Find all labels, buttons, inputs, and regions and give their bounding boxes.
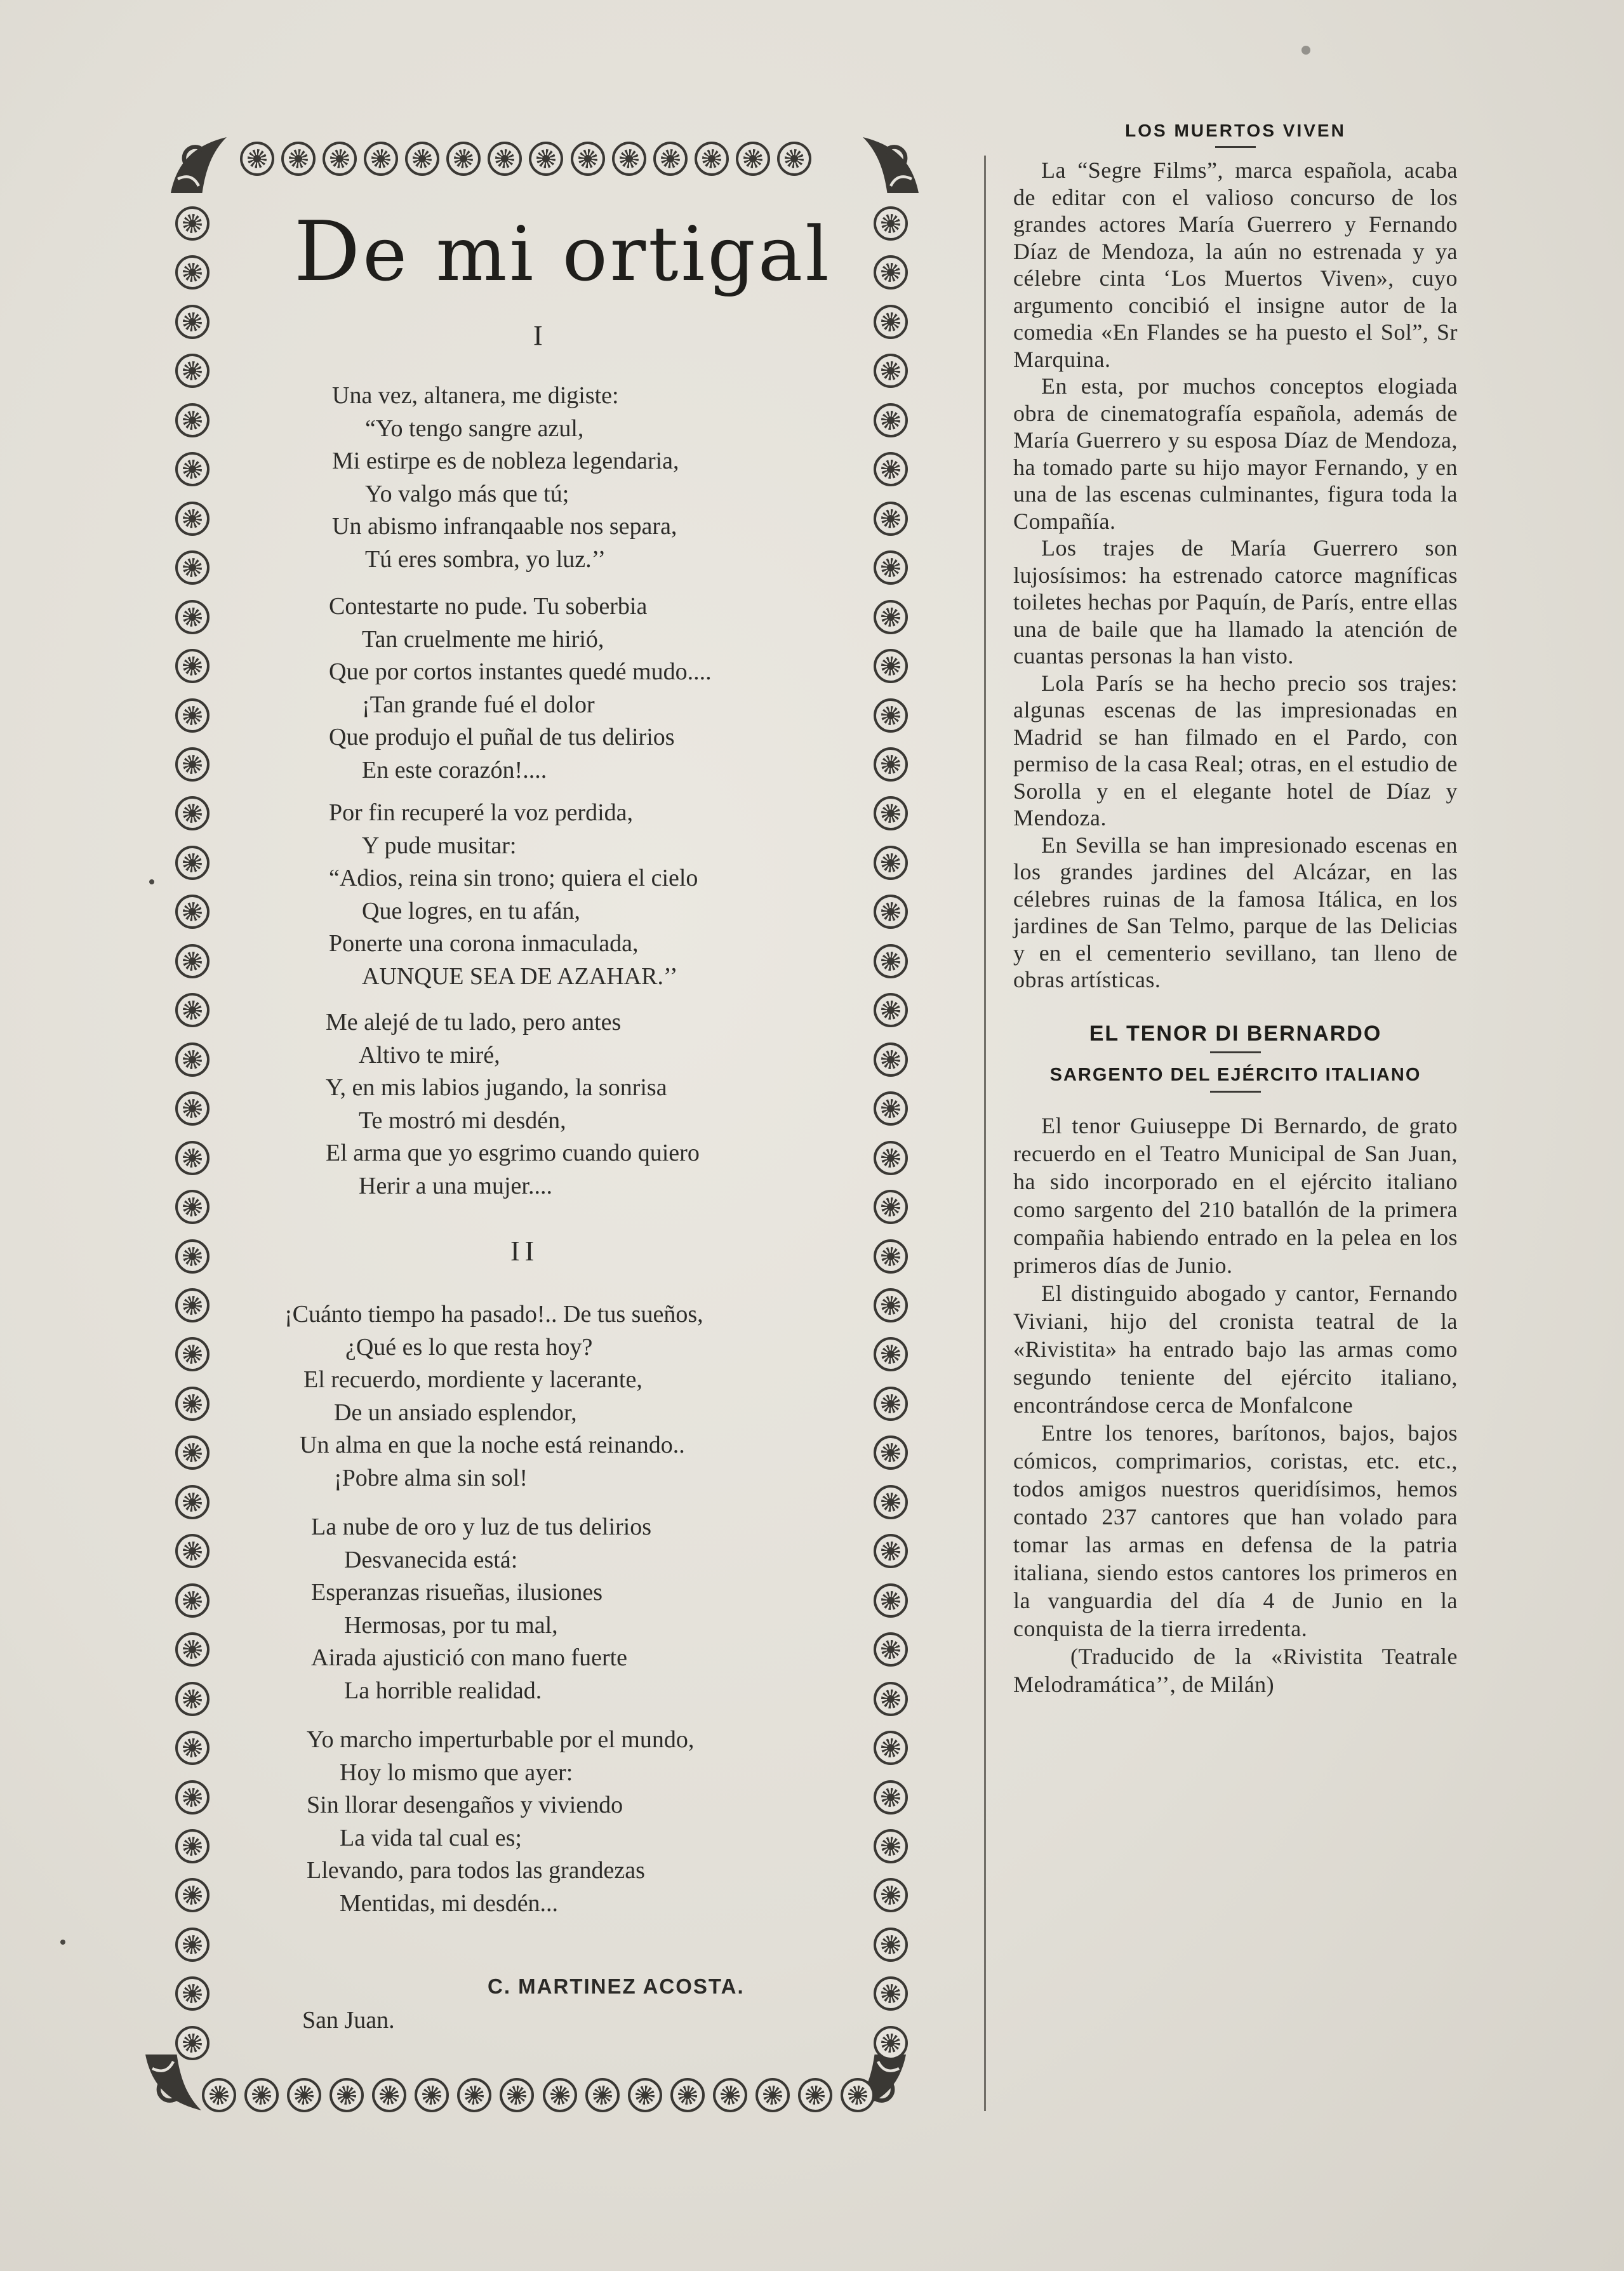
verse-line: Una vez, altanera, me digiste:: [332, 382, 619, 409]
headline-rule: [1210, 1051, 1261, 1053]
article-paragraph: En esta, por muchos conceptos elogiada obra de cinematografía española, además de María Guerrero y su esposa Díaz de Mendoza, ha tomado parte su hijo mayor Fernando, y en una de las escenas culminantes, figura toda la Compañía.: [1013, 373, 1458, 534]
article-paragraph: La “Segre Films”, marca española, acaba de editar con el valioso concurso de los grandes actores María Guerrero y Fernando Díaz de Mendoza, la aún no estrenada y ya célebre cinta ‘Los Muertos Viven», cuyo argumento concibió el insigne autor de la comedia «En Flandes se ha puesto el Sol”, Sr Marquina.: [1013, 157, 1458, 372]
ornamental-border-bottom: [202, 2073, 875, 2117]
section-number: II: [510, 1235, 540, 1267]
verse-line: Te mostró mi desdén,: [359, 1107, 566, 1134]
verse-line: Tan cruelmente me hirió,: [362, 625, 604, 653]
news-column: [1013, 121, 1458, 1698]
verse-line: Mi estirpe es de nobleza legendaria,: [332, 448, 679, 474]
verse-line: En este corazón!....: [362, 756, 547, 783]
article-paragraph: El tenor Guiuseppe Di Bernardo, de grato recuerdo en el Teatro Municipal de San Juan, ha sido incorporado en el ejército italiano como sargento del 210 batallón de la primera compañia habiendo entrado en la pelea en los primeros días de Junio.: [1013, 1112, 1458, 1278]
article-paragraph: En Sevilla se han impresionado escenas en los grandes jardines del Alcázar, en las célebres ruinas de la famosa Itálica, en los jardines de San Telmo, parque de las Delicias y en el cementerio sevillano, tan lleno de obras artísticas.: [1013, 832, 1458, 992]
verse-line: Un abismo infranqaable nos separa,: [332, 513, 677, 540]
verse-line: De un ansiado esplendor,: [334, 1399, 577, 1426]
verse-line: ¡Cuánto tiempo ha pasado!.. De tus sueños,: [284, 1301, 703, 1328]
verse-line: Por fin recuperé la voz perdida,: [329, 799, 634, 826]
stanza: [307, 1724, 694, 1920]
verse-line: Mentidas, mi desdén...: [340, 1889, 559, 1917]
verse-line: Yo valgo más que tú;: [365, 480, 569, 507]
verse-line: La horrible realidad.: [344, 1677, 542, 1704]
floral-corner-icon: [164, 130, 234, 200]
headline-rule: [1215, 146, 1256, 148]
verse-line: Llevando, para todos las grandezas: [307, 1857, 645, 1884]
poem-title: De mi ortigal: [294, 203, 832, 300]
verse-line: “Adios, reina sin trono; quiera el cielo: [329, 865, 698, 891]
paper-speck: [149, 879, 154, 884]
verse-line: ¡Pobre alma sin sol!: [334, 1464, 528, 1491]
stanza: [329, 590, 712, 787]
article-body: [1013, 157, 1458, 994]
verse-line: Un alma en que la noche está reinando..: [300, 1432, 685, 1458]
verse-line: La vida tal cual es;: [340, 1824, 522, 1851]
author-signature: C. MARTINEZ ACOSTA.: [488, 1975, 745, 1998]
article-paragraph: El distinguido abogado y cantor, Fernando Viviani, hijo del cronista teatral de la «Rivistita» ha entrado bajo las armas como segundo teniente del ejército italiano, encontrándose cerca de Monfalcone: [1013, 1280, 1458, 1418]
poem-frame: [138, 130, 929, 2130]
stanza: [284, 1298, 703, 1495]
verse-line: Hoy lo mismo que ayer:: [340, 1759, 573, 1786]
verse-line: Yo marcho imperturbable por el mundo,: [307, 1726, 695, 1753]
verse-line: Y pude musitar:: [362, 832, 517, 859]
article-subheadline: SARGENTO DEL EJÉRCITO ITALIANO: [1049, 1064, 1421, 1085]
verse-line: Airada ajustició con mano fuerte: [311, 1644, 628, 1671]
verse-line: ¡Tan grande fué el dolor: [362, 691, 595, 718]
verse-line: ¿Qué es lo que resta hoy?: [345, 1333, 593, 1361]
verse-line: Desvanecida está:: [344, 1546, 518, 1573]
verse-line: Y, en mis labios jugando, la sonrisa: [326, 1074, 667, 1101]
verse-line: Que logres, en tu afán,: [362, 897, 580, 924]
stanza: [326, 1006, 700, 1202]
verse-line: Tú eres sombra, yo luz.’’: [365, 545, 606, 573]
paper-speck: [1301, 46, 1310, 55]
stanza: [311, 1511, 651, 1707]
article-paragraph: Los trajes de María Guerrero son lujosísimos: ha estrenado catorce magníficas toiletes hechas por Paquín, de París, entre ellas una de baile que ha llamado la atención de cuantas personas la han visto.: [1013, 535, 1458, 669]
paper-speck: [60, 1940, 65, 1945]
verse-line: Altivo te miré,: [359, 1041, 500, 1069]
verse-line: Me alejé de tu lado, pero antes: [326, 1009, 622, 1036]
article-paragraph: (Traducido de la «Rivistita Teatrale Melodramática’’, de Milán): [1013, 1643, 1458, 1697]
section-number: I: [533, 320, 548, 351]
article-paragraph: Lola París se ha hecho precio sos trajes: algunas escenas de las impresionadas en Madrid se han filmado en el Pardo, con permiso de la casa Real; otras, en el estudio de Sorolla y en el elegante hotel de Díaz y Mendoza.: [1013, 670, 1458, 830]
verse-line: La nube de oro y luz de tus delirios: [311, 1514, 652, 1540]
stanza: [329, 797, 698, 993]
place-line: San Juan.: [302, 2007, 395, 2034]
verse-line: AUNQUE SEA DE AZAHAR.’’: [362, 962, 678, 990]
headline-rule: [1210, 1091, 1261, 1093]
verse-line: Herir a una mujer....: [359, 1172, 552, 1199]
stanza: [332, 380, 679, 576]
verse-line: Que produjo el puñal de tus delirios: [329, 724, 675, 750]
verse-line: Esperanzas risueñas, ilusiones: [311, 1579, 603, 1606]
verse-line: Sin llorar desengaños y viviendo: [307, 1792, 623, 1818]
ornamental-border-top: [240, 137, 811, 181]
article-paragraph: Entre los tenores, barítonos, bajos, bajos cómicos, comprimarios, coristas, etc. etc., todos amigos nuestros queridísimos, hemos contado 237 cantores que han volado para tomar las armas en defensa de la patria italiana, siendo estos cantores los primeros en la vanguardia del día 4 de Junio en la conquista de la tierra irredenta.: [1013, 1420, 1458, 1641]
verse-line: El recuerdo, mordiente y lacerante,: [303, 1366, 642, 1393]
verse-line: El arma que yo esgrimo cuando quiero: [326, 1140, 700, 1166]
verse-line: Hermosas, por tu mal,: [344, 1611, 558, 1639]
ornamental-border-left: [170, 206, 215, 2060]
article-headline: LOS MUERTOS VIVEN: [1125, 121, 1346, 140]
article-body: [1013, 1112, 1458, 1698]
column-divider: [984, 156, 986, 2111]
verse-line: “Yo tengo sangre azul,: [365, 415, 584, 442]
ornamental-border-right: [869, 206, 913, 2060]
verse-line: Que por cortos instantes quedé mudo....: [329, 658, 712, 685]
floral-corner-icon: [856, 130, 926, 200]
verse-line: Ponerte una corona inmaculada,: [329, 930, 639, 957]
verse-line: Contestarte no pude. Tu soberbia: [329, 593, 648, 620]
article-headline: EL TENOR DI BERNARDO: [1089, 1021, 1382, 1046]
